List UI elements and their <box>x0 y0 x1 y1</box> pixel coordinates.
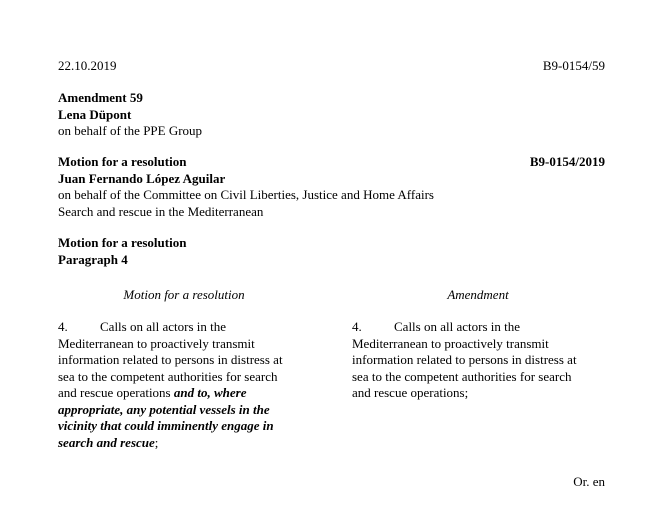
left-column-text <box>58 319 310 451</box>
inserted-text: vicinity that could imminently engage in <box>58 418 274 433</box>
motion-rapporteur: Juan Fernando López Aguilar <box>58 170 226 186</box>
motion-block <box>58 154 598 220</box>
document-date: 22.10.2019 <box>58 58 117 73</box>
motion-subject: Search and rescue in the Mediterranean <box>58 203 264 219</box>
motion-reference: B9-0154/2019 <box>529 154 605 169</box>
right-line: sea to the competent authorities for search <box>352 368 572 384</box>
motion-label: Motion for a resolution <box>58 154 187 169</box>
amendment-author: Lena Düpont <box>58 106 132 122</box>
left-line: Mediterranean to proactively transmit <box>58 335 255 351</box>
inserted-text: appropriate, any potential vessels in the <box>58 401 270 417</box>
right-line: and rescue operations; <box>352 385 469 400</box>
inserted-text: search and rescue <box>58 434 155 450</box>
target-paragraph: Paragraph 4 <box>58 251 128 267</box>
inserted-text: and to, where <box>173 385 247 400</box>
left-line: ; <box>154 434 159 450</box>
left-column-heading: Motion for a resolution <box>123 287 245 302</box>
right-line: Mediterranean to proactively transmit <box>352 335 549 351</box>
target-block <box>58 235 186 268</box>
document-reference: B9-0154/59 <box>542 58 605 73</box>
left-line: and rescue operations <box>58 385 174 400</box>
left-line: sea to the competent authorities for search <box>58 368 278 384</box>
left-line: Calls on all actors in the <box>100 319 227 334</box>
target-label: Motion for a resolution <box>58 235 187 250</box>
amendment-on-behalf: on behalf of the PPE Group <box>58 123 203 138</box>
right-column-text <box>352 319 604 402</box>
motion-on-behalf: on behalf of the Committee on Civil Liberties, Justice and Home Affairs <box>58 187 434 202</box>
right-line: information related to persons in distress at <box>352 352 577 367</box>
right-column-heading: Amendment <box>447 287 509 302</box>
amendment-block <box>58 90 202 140</box>
original-language: Or. en <box>573 474 605 489</box>
right-line: Calls on all actors in the <box>394 319 521 334</box>
left-line: information related to persons in distress at <box>58 352 283 367</box>
left-paragraph-number: 4. <box>58 319 68 334</box>
amendment-number: Amendment 59 <box>58 90 143 105</box>
right-paragraph-number: 4. <box>352 319 362 334</box>
